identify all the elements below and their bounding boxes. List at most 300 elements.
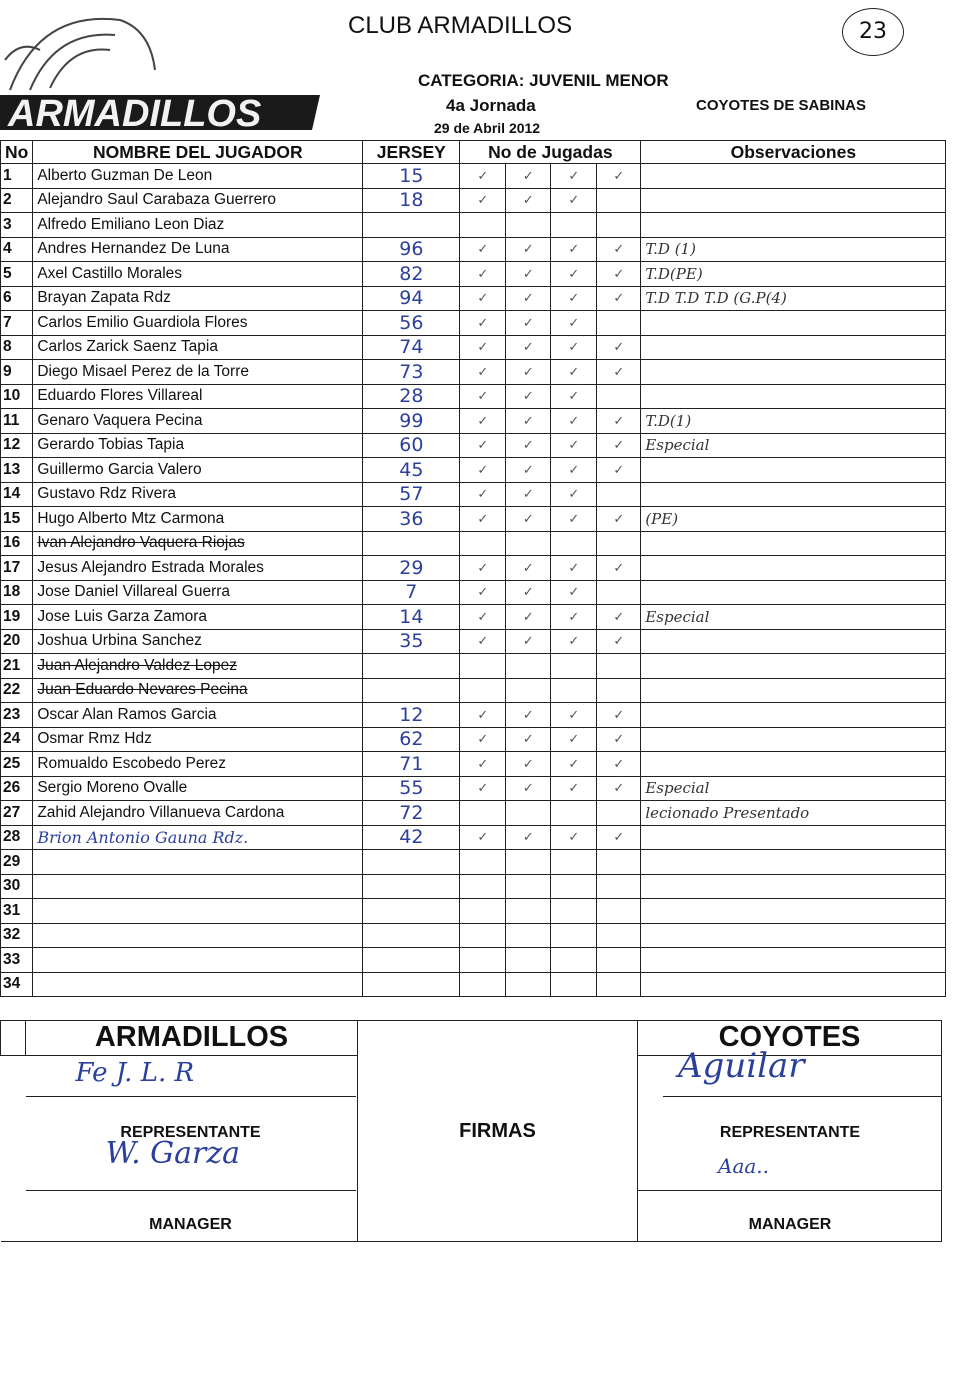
jersey-number bbox=[363, 923, 460, 948]
check-icon: ✓ bbox=[568, 633, 580, 649]
check-icon: ✓ bbox=[477, 486, 489, 502]
play-check-cell bbox=[460, 164, 506, 189]
play-check-cell bbox=[460, 605, 506, 630]
check-icon: ✓ bbox=[568, 437, 580, 453]
play-check-cell bbox=[597, 923, 641, 948]
player-name-text: Romualdo Escobedo Perez bbox=[37, 754, 227, 772]
home-representative-signature: Fe J. L. R bbox=[75, 1058, 195, 1088]
row-number: 21 bbox=[1, 654, 33, 679]
table-row bbox=[1, 286, 946, 311]
table-row bbox=[1, 458, 946, 483]
play-check-cell bbox=[597, 727, 641, 752]
table-row bbox=[1, 507, 946, 532]
row-number: 32 bbox=[1, 923, 33, 948]
sheet-number: 23 bbox=[842, 8, 904, 56]
check-icon: ✓ bbox=[477, 241, 489, 257]
player-name-text: Zahid Alejandro Villanueva Cardona bbox=[37, 803, 285, 821]
home-manager-label: MANAGER bbox=[149, 1216, 232, 1233]
observation-cell: Especial bbox=[641, 433, 946, 458]
play-check-cell bbox=[597, 409, 641, 434]
play-check-cell bbox=[597, 262, 641, 287]
check-icon: ✓ bbox=[477, 608, 489, 624]
check-icon: ✓ bbox=[522, 363, 534, 379]
play-check-cell bbox=[506, 654, 551, 679]
play-check-cell bbox=[460, 948, 506, 973]
row-number: 7 bbox=[1, 311, 33, 336]
table-row bbox=[1, 923, 946, 948]
jersey-number: 82 bbox=[363, 262, 460, 287]
home-signature-area bbox=[26, 1056, 358, 1242]
check-icon: ✓ bbox=[522, 167, 534, 183]
player-name-text: Juan Alejandro Valdez Lopez bbox=[37, 656, 237, 674]
play-check-cell bbox=[551, 727, 597, 752]
jersey-number: 71 bbox=[363, 752, 460, 777]
check-icon: ✓ bbox=[613, 461, 625, 477]
table-row bbox=[1, 752, 946, 777]
player-name bbox=[33, 801, 363, 826]
observation-cell bbox=[641, 360, 946, 385]
jersey-number: 28 bbox=[363, 384, 460, 409]
play-check-cell bbox=[551, 899, 597, 924]
opponent-label: COYOTES DE SABINAS bbox=[696, 97, 867, 114]
jersey-number: 7 bbox=[363, 580, 460, 605]
table-row bbox=[1, 213, 946, 238]
check-icon: ✓ bbox=[613, 731, 625, 747]
col-no: No bbox=[1, 141, 33, 164]
check-icon: ✓ bbox=[477, 780, 489, 796]
jersey-number: 96 bbox=[363, 237, 460, 262]
play-check-cell bbox=[460, 678, 506, 703]
table-row bbox=[1, 311, 946, 336]
play-check-cell bbox=[597, 605, 641, 630]
play-check-cell bbox=[506, 776, 551, 801]
check-icon: ✓ bbox=[613, 290, 625, 306]
jersey-number: 42 bbox=[363, 825, 460, 850]
jersey-number bbox=[363, 654, 460, 679]
table-row bbox=[1, 531, 946, 556]
check-icon: ✓ bbox=[522, 412, 534, 428]
play-check-cell bbox=[597, 948, 641, 973]
table-row bbox=[1, 678, 946, 703]
check-icon: ✓ bbox=[477, 755, 489, 771]
check-icon: ✓ bbox=[522, 314, 534, 330]
play-check-cell bbox=[506, 874, 551, 899]
check-icon: ✓ bbox=[613, 363, 625, 379]
play-check-cell bbox=[460, 703, 506, 728]
play-check-cell bbox=[551, 972, 597, 997]
play-check-cell bbox=[460, 776, 506, 801]
play-check-cell bbox=[597, 629, 641, 654]
play-check-cell bbox=[506, 188, 551, 213]
jersey-number bbox=[363, 948, 460, 973]
play-check-cell bbox=[551, 286, 597, 311]
play-check-cell bbox=[460, 899, 506, 924]
check-icon: ✓ bbox=[477, 412, 489, 428]
play-check-cell bbox=[460, 556, 506, 581]
play-check-cell bbox=[551, 654, 597, 679]
play-check-cell bbox=[460, 923, 506, 948]
jersey-number: 94 bbox=[363, 286, 460, 311]
play-check-cell bbox=[460, 433, 506, 458]
play-check-cell bbox=[597, 580, 641, 605]
player-name bbox=[33, 874, 363, 899]
play-check-cell bbox=[597, 850, 641, 875]
check-icon: ✓ bbox=[568, 755, 580, 771]
play-check-cell bbox=[460, 825, 506, 850]
play-check-cell bbox=[597, 213, 641, 238]
row-number: 15 bbox=[1, 507, 33, 532]
signature-table bbox=[0, 1020, 942, 1242]
play-check-cell bbox=[597, 335, 641, 360]
check-icon: ✓ bbox=[477, 633, 489, 649]
row-number: 22 bbox=[1, 678, 33, 703]
home-representative-label: REPRESENTANTE bbox=[120, 1124, 261, 1141]
table-row bbox=[1, 188, 946, 213]
table-row bbox=[1, 776, 946, 801]
play-check-cell bbox=[506, 580, 551, 605]
player-name-text: Alfredo Emiliano Leon Diaz bbox=[37, 215, 225, 233]
play-check-cell bbox=[460, 286, 506, 311]
check-icon: ✓ bbox=[613, 706, 625, 722]
play-check-cell bbox=[460, 972, 506, 997]
play-check-cell bbox=[506, 825, 551, 850]
jersey-number: 29 bbox=[363, 556, 460, 581]
check-icon: ✓ bbox=[522, 437, 534, 453]
play-check-cell bbox=[460, 360, 506, 385]
play-check-cell bbox=[460, 311, 506, 336]
check-icon: ✓ bbox=[522, 559, 534, 575]
jersey-number: 57 bbox=[363, 482, 460, 507]
check-icon: ✓ bbox=[522, 584, 534, 600]
play-check-cell bbox=[597, 531, 641, 556]
play-check-cell bbox=[551, 556, 597, 581]
check-icon: ✓ bbox=[613, 755, 625, 771]
observation-cell bbox=[641, 874, 946, 899]
jersey-number: 73 bbox=[363, 360, 460, 385]
jersey-number: 56 bbox=[363, 311, 460, 336]
home-team-label: ARMADILLOS bbox=[26, 1021, 358, 1056]
play-check-cell bbox=[597, 801, 641, 826]
check-icon: ✓ bbox=[613, 412, 625, 428]
play-check-cell bbox=[506, 850, 551, 875]
check-icon: ✓ bbox=[568, 314, 580, 330]
category-label: CATEGORIA: JUVENIL MENOR bbox=[418, 71, 669, 90]
play-check-cell bbox=[460, 213, 506, 238]
row-number: 19 bbox=[1, 605, 33, 630]
check-icon: ✓ bbox=[613, 265, 625, 281]
player-name bbox=[33, 409, 363, 434]
player-name bbox=[33, 188, 363, 213]
row-number: 26 bbox=[1, 776, 33, 801]
play-check-cell bbox=[597, 311, 641, 336]
table-row bbox=[1, 384, 946, 409]
play-check-cell bbox=[597, 507, 641, 532]
player-name-text: Guillermo Garcia Valero bbox=[37, 460, 202, 478]
table-row bbox=[1, 335, 946, 360]
row-number: 13 bbox=[1, 458, 33, 483]
play-check-cell bbox=[506, 237, 551, 262]
play-check-cell bbox=[506, 482, 551, 507]
play-check-cell bbox=[597, 482, 641, 507]
table-row bbox=[1, 874, 946, 899]
observation-cell bbox=[641, 629, 946, 654]
observation-cell bbox=[641, 752, 946, 777]
check-icon: ✓ bbox=[477, 437, 489, 453]
check-icon: ✓ bbox=[477, 167, 489, 183]
observation-cell bbox=[641, 335, 946, 360]
jersey-number: 72 bbox=[363, 801, 460, 826]
play-check-cell bbox=[460, 458, 506, 483]
jersey-number: 36 bbox=[363, 507, 460, 532]
play-check-cell bbox=[506, 384, 551, 409]
player-name-text: Gerardo Tobias Tapia bbox=[37, 436, 185, 454]
play-check-cell bbox=[551, 923, 597, 948]
check-icon: ✓ bbox=[522, 706, 534, 722]
check-icon: ✓ bbox=[477, 559, 489, 575]
player-name bbox=[33, 727, 363, 752]
play-check-cell bbox=[551, 629, 597, 654]
player-name bbox=[33, 531, 363, 556]
check-icon: ✓ bbox=[568, 192, 580, 208]
play-check-cell bbox=[597, 972, 641, 997]
club-logo bbox=[0, 0, 330, 140]
check-icon: ✓ bbox=[613, 608, 625, 624]
check-icon: ✓ bbox=[568, 388, 580, 404]
play-check-cell bbox=[506, 164, 551, 189]
play-check-cell bbox=[551, 262, 597, 287]
check-icon: ✓ bbox=[522, 829, 534, 845]
play-check-cell bbox=[551, 703, 597, 728]
observation-cell: T.D(PE) bbox=[641, 262, 946, 287]
play-check-cell bbox=[597, 654, 641, 679]
row-number: 24 bbox=[1, 727, 33, 752]
row-number: 1 bbox=[1, 164, 33, 189]
row-number: 10 bbox=[1, 384, 33, 409]
player-name-text: Oscar Alan Ramos Garcia bbox=[37, 705, 217, 723]
play-check-cell bbox=[460, 629, 506, 654]
row-number: 11 bbox=[1, 409, 33, 434]
play-check-cell bbox=[460, 409, 506, 434]
player-name-text: Hugo Alberto Mtz Carmona bbox=[37, 509, 225, 527]
observation-cell bbox=[641, 580, 946, 605]
row-number: 12 bbox=[1, 433, 33, 458]
play-check-cell bbox=[597, 899, 641, 924]
play-check-cell bbox=[551, 433, 597, 458]
check-icon: ✓ bbox=[477, 706, 489, 722]
table-row bbox=[1, 164, 946, 189]
row-number: 20 bbox=[1, 629, 33, 654]
jersey-number bbox=[363, 678, 460, 703]
play-check-cell bbox=[460, 507, 506, 532]
table-row bbox=[1, 629, 946, 654]
play-check-cell bbox=[506, 433, 551, 458]
check-icon: ✓ bbox=[522, 461, 534, 477]
jersey-number: 45 bbox=[363, 458, 460, 483]
roster-table bbox=[0, 140, 946, 997]
observation-cell bbox=[641, 678, 946, 703]
home-manager-signature: W. Garza bbox=[105, 1136, 241, 1171]
player-name bbox=[33, 972, 363, 997]
row-number: 30 bbox=[1, 874, 33, 899]
player-name bbox=[33, 311, 363, 336]
observation-cell bbox=[641, 311, 946, 336]
date-label: 29 de Abril 2012 bbox=[434, 120, 541, 136]
jersey-number: 62 bbox=[363, 727, 460, 752]
check-icon: ✓ bbox=[613, 437, 625, 453]
player-name-text: Joshua Urbina Sanchez bbox=[37, 632, 202, 650]
observation-cell bbox=[641, 213, 946, 238]
observation-cell bbox=[641, 948, 946, 973]
check-icon: ✓ bbox=[568, 167, 580, 183]
play-check-cell bbox=[506, 335, 551, 360]
play-check-cell bbox=[460, 237, 506, 262]
play-check-cell bbox=[551, 360, 597, 385]
player-name bbox=[33, 213, 363, 238]
observation-cell bbox=[641, 654, 946, 679]
check-icon: ✓ bbox=[568, 829, 580, 845]
row-number: 33 bbox=[1, 948, 33, 973]
play-check-cell bbox=[551, 776, 597, 801]
table-row bbox=[1, 825, 946, 850]
play-check-cell bbox=[551, 458, 597, 483]
observation-cell: T.D(1) bbox=[641, 409, 946, 434]
play-check-cell bbox=[506, 678, 551, 703]
player-name bbox=[33, 605, 363, 630]
header-row bbox=[1, 141, 946, 164]
play-check-cell bbox=[506, 923, 551, 948]
play-check-cell bbox=[551, 678, 597, 703]
play-check-cell bbox=[506, 972, 551, 997]
col-jersey: JERSEY bbox=[363, 141, 460, 164]
row-number: 8 bbox=[1, 335, 33, 360]
observation-cell: lecionado Presentado bbox=[641, 801, 946, 826]
player-name-text: Alberto Guzman De Leon bbox=[37, 166, 213, 184]
play-check-cell bbox=[460, 752, 506, 777]
row-number: 18 bbox=[1, 580, 33, 605]
observation-cell bbox=[641, 556, 946, 581]
jersey-number bbox=[363, 531, 460, 556]
check-icon: ✓ bbox=[477, 584, 489, 600]
check-icon: ✓ bbox=[522, 780, 534, 796]
table-row bbox=[1, 727, 946, 752]
observation-cell: (PE) bbox=[641, 507, 946, 532]
jersey-number: 12 bbox=[363, 703, 460, 728]
player-name bbox=[33, 237, 363, 262]
observation-cell bbox=[641, 703, 946, 728]
observation-cell: Especial bbox=[641, 776, 946, 801]
check-icon: ✓ bbox=[568, 412, 580, 428]
check-icon: ✓ bbox=[477, 192, 489, 208]
check-icon: ✓ bbox=[477, 265, 489, 281]
table-row bbox=[1, 703, 946, 728]
jersey-number bbox=[363, 213, 460, 238]
table-row bbox=[1, 237, 946, 262]
player-name bbox=[33, 776, 363, 801]
play-check-cell bbox=[506, 703, 551, 728]
observation-cell: Especial bbox=[641, 605, 946, 630]
table-row bbox=[1, 948, 946, 973]
play-check-cell bbox=[551, 948, 597, 973]
player-name bbox=[33, 262, 363, 287]
jersey-number: 99 bbox=[363, 409, 460, 434]
jersey-number bbox=[363, 850, 460, 875]
play-check-cell bbox=[551, 801, 597, 826]
play-check-cell bbox=[506, 286, 551, 311]
row-number: 29 bbox=[1, 850, 33, 875]
play-check-cell bbox=[597, 164, 641, 189]
play-check-cell bbox=[460, 262, 506, 287]
play-check-cell bbox=[551, 531, 597, 556]
check-icon: ✓ bbox=[522, 633, 534, 649]
player-name bbox=[33, 384, 363, 409]
check-icon: ✓ bbox=[613, 559, 625, 575]
observation-cell bbox=[641, 923, 946, 948]
check-icon: ✓ bbox=[477, 388, 489, 404]
check-icon: ✓ bbox=[568, 559, 580, 575]
check-icon: ✓ bbox=[568, 780, 580, 796]
player-name bbox=[33, 923, 363, 948]
check-icon: ✓ bbox=[613, 633, 625, 649]
away-team-label: COYOTES bbox=[638, 1021, 942, 1056]
table-row bbox=[1, 654, 946, 679]
svg-text:ARMADILLOS: ARMADILLOS bbox=[8, 93, 262, 135]
away-representative-signature: Aguilar bbox=[678, 1046, 805, 1086]
player-name bbox=[33, 556, 363, 581]
jersey-number bbox=[363, 874, 460, 899]
play-check-cell bbox=[597, 556, 641, 581]
jersey-number: 55 bbox=[363, 776, 460, 801]
check-icon: ✓ bbox=[522, 755, 534, 771]
away-representative-label: REPRESENTANTE bbox=[719, 1124, 861, 1141]
play-check-cell bbox=[551, 507, 597, 532]
check-icon: ✓ bbox=[613, 167, 625, 183]
jersey-number: 74 bbox=[363, 335, 460, 360]
row-number: 25 bbox=[1, 752, 33, 777]
play-check-cell bbox=[460, 188, 506, 213]
play-check-cell bbox=[597, 237, 641, 262]
away-signature-area bbox=[638, 1046, 942, 1242]
check-icon: ✓ bbox=[613, 241, 625, 257]
player-name bbox=[33, 335, 363, 360]
player-name-text: Axel Castillo Morales bbox=[37, 264, 183, 282]
row-number: 4 bbox=[1, 237, 33, 262]
check-icon: ✓ bbox=[568, 731, 580, 747]
player-name-text: Genaro Vaquera Pecina bbox=[37, 411, 203, 429]
play-check-cell bbox=[460, 801, 506, 826]
row-number: 27 bbox=[1, 801, 33, 826]
check-icon: ✓ bbox=[477, 731, 489, 747]
table-row bbox=[1, 556, 946, 581]
check-icon: ✓ bbox=[568, 510, 580, 526]
table-row bbox=[1, 262, 946, 287]
play-check-cell bbox=[506, 213, 551, 238]
firmas-label: FIRMAS bbox=[358, 1021, 638, 1242]
play-check-cell bbox=[551, 237, 597, 262]
play-check-cell bbox=[506, 801, 551, 826]
play-check-cell bbox=[506, 752, 551, 777]
play-check-cell bbox=[551, 213, 597, 238]
table-row bbox=[1, 850, 946, 875]
play-check-cell bbox=[597, 286, 641, 311]
player-name-text: Gustavo Rdz Rivera bbox=[37, 485, 177, 503]
check-icon: ✓ bbox=[477, 314, 489, 330]
round-label: 4a Jornada bbox=[446, 96, 536, 115]
play-check-cell bbox=[506, 605, 551, 630]
play-check-cell bbox=[597, 384, 641, 409]
player-name bbox=[33, 164, 363, 189]
play-check-cell bbox=[597, 874, 641, 899]
row-number: 2 bbox=[1, 188, 33, 213]
